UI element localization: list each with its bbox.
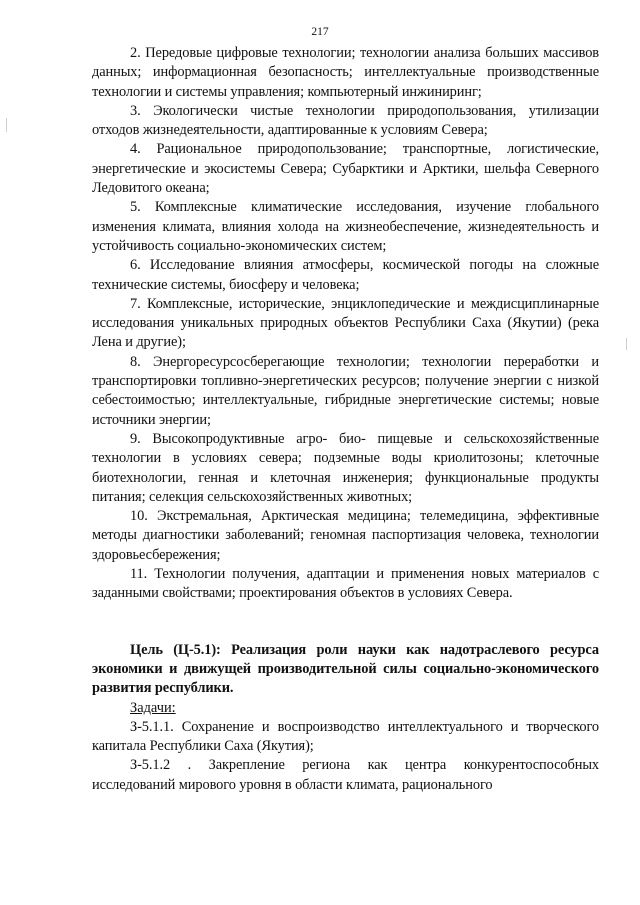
tasks-heading-label: Задачи: bbox=[130, 699, 176, 716]
list-item-6: 6. Исследование влияния атмосферы, космической погоды на сложные технические системы, биосферу и человека; bbox=[92, 257, 599, 293]
scan-margin-mark-right bbox=[626, 338, 627, 350]
goal-heading: Цель (Ц-5.1): Реализация роли науки как надотраслевого ресурса экономики и движущей производительной силы социально-экономического развития республики. bbox=[92, 641, 599, 697]
document-body bbox=[92, 44, 599, 795]
list-item-9: 9. Высокопродуктивные агро- био- пищевые и сельскохозяйственные технологии в условиях севера; подземные воды криолитозоны; клеточные биотехнологии, генная и клеточная инженерия; функциональные продукты питания; селекция сельскохозяйственных животных; bbox=[92, 430, 599, 505]
task-item: З-5.1.1. Сохранение и воспроизводство интеллектуального и творческого капитала Республики Саха (Якутия); bbox=[92, 718, 599, 755]
list-item-8: 8. Энергоресурсосберегающие технологии; технологии переработки и транспортировки топливно-энергетических ресурсов; получение энергии с низкой себестоимостью; интеллектуальные, гибридные энергетические системы; новые источники энергии; bbox=[92, 353, 599, 428]
list-item-11: 11. Технологии получения, адаптации и применения новых материалов с заданными свойствами; проектирования объектов в условиях Севера. bbox=[92, 566, 599, 602]
list-item-2: 2. Передовые цифровые технологии; технологии анализа больших массивов данных; информационная безопасность; интеллектуальные производственные технологии и системы управления; компьютерный инжиниринг; bbox=[92, 45, 599, 100]
list-item-7: 7. Комплексные, исторические, энциклопедические и междисциплинарные исследования уникальных природных объектов Республики Саха (Якутии) (река Лена и другие); bbox=[92, 295, 599, 351]
list-item-10: 10. Экстремальная, Арктическая медицина; телемедицина, эффективные методы диагностики заболеваний; геномная паспортизация человека, технологии здоровьесбережения; bbox=[92, 508, 599, 563]
page-number: 217 bbox=[311, 26, 329, 38]
task-item: З-5.1.2 . Закрепление региона как центра конкурентоспособных исследований мирового уровня в области климата, рационального bbox=[92, 757, 599, 793]
tasks-heading bbox=[92, 699, 599, 718]
list-item-5: 5. Комплексные климатические исследования, изучение глобального изменения климата, влияния холода на жизнеобеспечение, жизнедеятельность и устойчивость социально-экономических систем; bbox=[92, 199, 599, 254]
scan-margin-mark-left bbox=[6, 118, 7, 132]
list-item-3: 3. Экологически чистые технологии природопользования, утилизации отходов жизнедеятельности, адаптированные к условиям Севера; bbox=[92, 102, 599, 139]
list-item-4: 4. Рациональное природопользование; транспортные, логистические, энергетические и экосистемы Севера; Субарктики и Арктики, шельфа Северного Ледовитого океана; bbox=[92, 141, 599, 197]
